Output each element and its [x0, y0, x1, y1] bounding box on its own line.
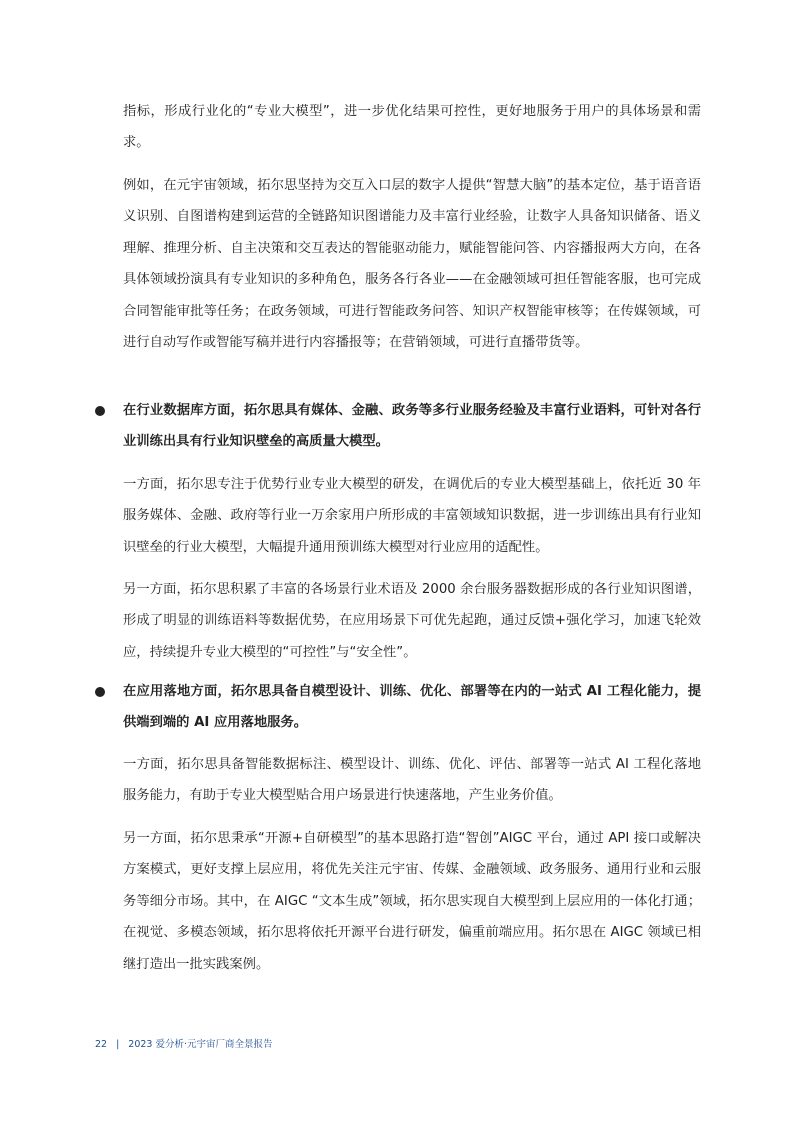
footer-separator: | — [116, 1039, 120, 1050]
page-footer — [95, 1036, 273, 1050]
paragraph-ai-engineering: 一方面，拓尔思具备智能数据标注、模型设计、训练、优化、评估、部署等一站式 AI 工程化落地服务能力，有助于专业大模型贴合用户场景进行快速落地，产生业务价值。 — [123, 757, 701, 804]
bullet-heading-application-deployment: 在应用落地方面，拓尔思具备自模型设计、训练、优化、部署等在内的一站式 AI 工程化能力，提供端到端的 AI 应用落地服务。 — [123, 684, 701, 731]
paragraph-intro-continuation: 指标，形成行业化的“专业大模型”，进一步优化结果可控性，更好地服务于用户的具体场景和需求。 — [123, 104, 701, 151]
paragraph-industry-models: 一方面，拓尔思专注于优势行业专业大模型的研发，在调优后的专业大模型基础上，依托近 30 年服务媒体、金融、政府等行业一万余家用户所形成的丰富领域知识数据，进一步训练出具有行业知识壁垒的行业大模型，大幅提升通用预训练大模型对行业应用的适配性。 — [123, 477, 701, 555]
bullet-heading-industry-database: 在行业数据库方面，拓尔思具有媒体、金融、政务等多行业服务经验及丰富行业语料，可针对各行业训练出具有行业知识壁垒的高质量大模型。 — [123, 403, 701, 450]
paragraph-metaverse-example: 例如，在元宇宙领域，拓尔思坚持为交互入口层的数字人提供“智慧大脑”的基本定位，基于语音语义识别、自图谱构建到运营的全链路知识图谱能力及丰富行业经验，让数字人具备知识储备、语义理解、推理分析、自主决策和交互表达的智能驱动能力，赋能智能问答、内容播报两大方向，在各具体领域扮演具有专业知识的多种角色，服务各行各业——在金融领域可担任智能客服，也可完成合同智能审批等任务；在政务领域，可进行智能政务问答、知识产权智能审核等；在传媒领域，可进行自动写作或智能写稿并进行内容播报等；在营销领域，可进行直播带货等。 — [123, 178, 701, 351]
report-title: 2023 爱分析·元宇宙厂商全景报告 — [128, 1039, 273, 1050]
bullet-icon — [95, 687, 105, 697]
paragraph-training-corpus: 另一方面，拓尔思积累了丰富的各场景行业术语及 2000 余台服务器数据形成的各行业知识图谱，形成了明显的训练语料等数据优势，在应用场景下可优先起跑，通过反馈+强化学习，加速飞轮效应，持续提升专业大模型的“可控性”与“安全性”。 — [123, 582, 701, 660]
paragraph-aigc-platform: 另一方面，拓尔思秉承“开源+自研模型”的基本思路打造“智创”AIGC 平台，通过 API 接口或解决方案模式，更好支撑上层应用，将优先关注元宇宙、传媒、金融领域、政务服务、通用行业和云服务等细分市场。其中，在 AIGC “文本生成”领域，拓尔思实现自大模型到上层应用的一体化打通；在视觉、多模态领域，拓尔思将依托开源平台进行研发，偏重前端应用。拓尔思在 AIGC 领域已相继打造出一批实践案例。 — [123, 831, 701, 972]
bullet-icon — [95, 406, 105, 416]
page-number: 22 — [95, 1039, 108, 1050]
